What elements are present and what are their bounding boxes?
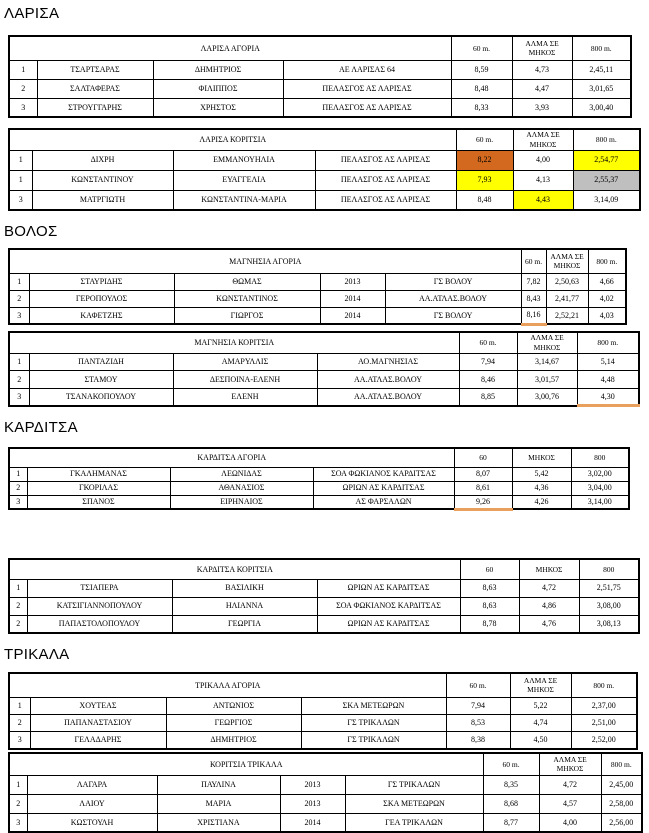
table-row bbox=[9, 60, 631, 79]
result-cell: 8,63 bbox=[460, 597, 519, 615]
table-row bbox=[9, 353, 639, 371]
result-cell: 2,55,37 bbox=[573, 170, 640, 190]
rank-cell: 3 bbox=[9, 307, 29, 324]
table-title: ΜΑΓΝΗΣΙΑ ΑΓΟΡΙΑ bbox=[9, 249, 521, 273]
column-header-event-2: ΑΛΜΑ ΣΕ ΜΗΚΟΣ bbox=[513, 129, 573, 150]
birth-year-cell: 2013 bbox=[320, 273, 385, 290]
result-cell: 8,46 bbox=[459, 371, 517, 389]
result-cell: 8,85 bbox=[459, 388, 517, 406]
table-row bbox=[9, 794, 642, 813]
result-cell: 4,50 bbox=[510, 732, 571, 749]
result-cell: 4,86 bbox=[519, 597, 579, 615]
table-title: ΛΑΡΙΣΑ ΑΓΟΡΙΑ bbox=[9, 36, 451, 60]
column-header-event-3: 800 m. bbox=[573, 129, 640, 150]
result-cell: 4,30 bbox=[577, 388, 639, 406]
table-title: ΛΑΡΙΣΑ ΚΟΡΙΤΣΙΑ bbox=[9, 129, 456, 150]
result-cell: 7,94 bbox=[459, 353, 517, 371]
club-cell: ΑΑ.ΑΤΛΑΣ.ΒΟΛΟΥ bbox=[385, 290, 521, 307]
firstname-cell: ΦΙΛΙΠΠΟΣ bbox=[153, 79, 283, 98]
result-cell: 4,36 bbox=[512, 481, 571, 495]
table-row bbox=[9, 615, 639, 633]
table-row bbox=[9, 150, 640, 170]
result-cell: 5,42 bbox=[512, 467, 571, 481]
firstname-cell: ΗΛΙΑΝΝΑ bbox=[172, 597, 317, 615]
firstname-cell: ΕΛΕΝΗ bbox=[173, 388, 317, 406]
table-row bbox=[9, 579, 639, 597]
column-header-event-1: 60 m. bbox=[459, 332, 517, 353]
result-cell: 8,38 bbox=[446, 732, 510, 749]
club-cell: ΑΑ.ΑΤΛΑΣ.ΒΟΛΟΥ bbox=[317, 371, 459, 389]
rank-cell: 1 bbox=[9, 170, 32, 190]
firstname-cell: ΓΙΩΡΓΟΣ bbox=[174, 307, 320, 324]
surname-cell: ΚΩΣΤΟΥΛΗ bbox=[27, 813, 157, 832]
result-cell: 8,61 bbox=[454, 481, 512, 495]
column-header-event-1: 60 m. bbox=[446, 673, 510, 697]
table-row bbox=[9, 307, 626, 324]
result-cell: 2,54,77 bbox=[573, 150, 640, 170]
column-header-event-1: 60 m. bbox=[456, 129, 513, 150]
surname-cell: ΓΕΡΟΠΟΥΛΟΣ bbox=[29, 290, 174, 307]
results-table-larisa-girls bbox=[8, 128, 641, 211]
result-cell: 4,13 bbox=[513, 170, 573, 190]
rank-cell: 3 bbox=[9, 495, 27, 509]
surname-cell: ΤΣΑΡΤΣΑΡΑΣ bbox=[37, 60, 153, 79]
table-row bbox=[9, 190, 640, 210]
surname-cell: ΓΚΑΛΗΜΑΝΑΣ bbox=[27, 467, 170, 481]
table-row bbox=[9, 290, 626, 307]
result-cell: 4,02 bbox=[588, 290, 626, 307]
results-table-magnisia-girls bbox=[8, 331, 640, 407]
surname-cell: ΜΑΤΡΓΙΩΤΗ bbox=[32, 190, 173, 210]
firstname-cell: ΑΜΑΡΥΛΛΙΣ bbox=[173, 353, 317, 371]
club-cell: ΓΣ ΒΟΛΟΥ bbox=[385, 273, 521, 290]
table-row bbox=[9, 481, 629, 495]
rank-cell: 1 bbox=[9, 353, 29, 371]
rank-cell: 1 bbox=[9, 60, 37, 79]
firstname-cell: ΑΝΤΩΝΙΟΣ bbox=[166, 697, 301, 714]
result-cell: 2,50,63 bbox=[546, 273, 588, 290]
club-cell: ΠΕΛΑΣΓΟΣ ΑΣ ΛΑΡΙΣΑΣ bbox=[315, 170, 456, 190]
result-cell: 3,04,00 bbox=[571, 481, 629, 495]
result-cell: 8,68 bbox=[483, 794, 539, 813]
result-cell: 8,07 bbox=[454, 467, 512, 481]
surname-cell: ΠΑΠΑΝΑΣΤΑΣΙΟΥ bbox=[30, 714, 166, 731]
result-cell: 3,14,09 bbox=[573, 190, 640, 210]
club-cell: ΣΚΑ ΜΕΤΕΩΡΩΝ bbox=[301, 697, 446, 714]
table-row bbox=[9, 732, 637, 749]
surname-cell: ΣΠΑΝΟΣ bbox=[27, 495, 170, 509]
results-table-karditsa-girls bbox=[8, 558, 640, 634]
firstname-cell: ΕΥΑΓΓΕΛΙΑ bbox=[173, 170, 315, 190]
result-cell: 2,58,00 bbox=[601, 794, 642, 813]
rank-cell: 3 bbox=[9, 813, 27, 832]
result-cell: 8,43 bbox=[521, 290, 546, 307]
result-cell: 3,14,67 bbox=[517, 353, 577, 371]
birth-year-cell: 2014 bbox=[280, 813, 345, 832]
surname-cell: ΚΑΦΕΤΖΗΣ bbox=[29, 307, 174, 324]
club-cell: ΓΣ ΤΡΙΚΑΛΩΝ bbox=[301, 732, 446, 749]
result-cell: 7,82 bbox=[521, 273, 546, 290]
result-cell: 5,22 bbox=[510, 697, 571, 714]
club-cell: ΓΣ ΤΡΙΚΑΛΩΝ bbox=[345, 775, 483, 794]
column-header-event-2: ΑΛΜΑ ΣΕ ΜΗΚΟΣ bbox=[510, 673, 571, 697]
result-cell: 4,43 bbox=[513, 190, 573, 210]
result-cell: 2,52,00 bbox=[571, 732, 637, 749]
result-cell: 3,08,13 bbox=[579, 615, 639, 633]
club-cell: ΓΣ ΒΟΛΟΥ bbox=[385, 307, 521, 324]
result-cell: 4,03 bbox=[588, 307, 626, 324]
firstname-cell: ΔΗΜΗΤΡΙΟΣ bbox=[153, 60, 283, 79]
table-row bbox=[9, 98, 631, 117]
table-row bbox=[9, 388, 639, 406]
surname-cell: ΣΑΛΤΑΦΕΡΑΣ bbox=[37, 79, 153, 98]
result-cell: 8,77 bbox=[483, 813, 539, 832]
result-cell: 3,14,00 bbox=[571, 495, 629, 509]
column-header-event-2: ΑΛΜΑ ΣΕ ΜΗΚΟΣ bbox=[539, 753, 601, 775]
result-cell: 4,48 bbox=[577, 371, 639, 389]
rank-cell: 3 bbox=[9, 98, 37, 117]
column-header-event-3: 800 m. bbox=[571, 673, 637, 697]
result-cell: 4,26 bbox=[512, 495, 571, 509]
firstname-cell: ΓΕΩΡΓΙΑ bbox=[172, 615, 317, 633]
rank-cell: 3 bbox=[9, 190, 32, 210]
table-row bbox=[9, 170, 640, 190]
result-cell: 8,78 bbox=[460, 615, 519, 633]
firstname-cell: ΕΙΡΗΝΑΙΟΣ bbox=[170, 495, 313, 509]
rank-cell: 2 bbox=[9, 615, 27, 633]
rank-cell: 1 bbox=[9, 273, 29, 290]
firstname-cell: ΚΩΝΣΤΑΝΤΙΝΟΣ bbox=[174, 290, 320, 307]
club-cell: ΩΡΙΩΝ ΑΣ ΚΑΡΔΙΤΣΑΣ bbox=[313, 481, 454, 495]
column-header-event-2: ΑΛΜΑ ΣΕ ΜΗΚΟΣ bbox=[512, 36, 572, 60]
firstname-cell: ΔΗΜΗΤΡΙΟΣ bbox=[166, 732, 301, 749]
rank-cell: 3 bbox=[9, 388, 29, 406]
section-title-1: ΛΑΡΙΣΑ bbox=[4, 5, 60, 22]
birth-year-cell: 2014 bbox=[320, 307, 385, 324]
result-cell: 8,53 bbox=[446, 714, 510, 731]
table-row bbox=[9, 597, 639, 615]
result-cell: 2,51,00 bbox=[571, 714, 637, 731]
result-cell: 4,72 bbox=[519, 579, 579, 597]
firstname-cell: ΔΕΣΠΟΙΝΑ-ΕΛΕΝΗ bbox=[173, 371, 317, 389]
surname-cell: ΛΑΓΑΡΑ bbox=[27, 775, 157, 794]
rank-cell: 1 bbox=[9, 579, 27, 597]
result-cell: 3,01,57 bbox=[517, 371, 577, 389]
club-cell: ΑΟ.ΜΑΓΝΗΣΙΑΣ bbox=[317, 353, 459, 371]
club-cell: ΩΡΙΩΝ ΑΣ ΚΑΡΔΙΤΣΑΣ bbox=[317, 579, 460, 597]
result-cell: 3,08,00 bbox=[579, 597, 639, 615]
column-header-event-1: 60 m. bbox=[451, 36, 512, 60]
surname-cell: ΤΣΙΑΠΕΡΑ bbox=[27, 579, 172, 597]
result-cell: 2,56,00 bbox=[601, 813, 642, 832]
results-table-trikala-girls bbox=[8, 752, 643, 833]
firstname-cell: ΧΡΙΣΤΙΑΝΑ bbox=[157, 813, 280, 832]
rank-cell: 3 bbox=[9, 732, 30, 749]
result-cell: 4,73 bbox=[512, 60, 572, 79]
result-cell: 3,93 bbox=[512, 98, 572, 117]
result-cell: 2,45,00 bbox=[601, 775, 642, 794]
table-title: ΚΟΡΙΤΣΙΑ ΤΡΙΚΑΛΑ bbox=[9, 753, 483, 775]
result-cell: 4,00 bbox=[539, 813, 601, 832]
result-cell: 4,72 bbox=[539, 775, 601, 794]
result-cell: 5,14 bbox=[577, 353, 639, 371]
surname-cell: ΣΤΡΟΥΓΓΑΡΗΣ bbox=[37, 98, 153, 117]
rank-cell: 2 bbox=[9, 597, 27, 615]
column-header-event-2: ΑΛΜΑ ΣΕ ΜΗΚΟΣ bbox=[517, 332, 577, 353]
result-cell: 8,63 bbox=[460, 579, 519, 597]
result-cell: 4,00 bbox=[513, 150, 573, 170]
table-row bbox=[9, 813, 642, 832]
results-table-larisa-boys bbox=[8, 35, 632, 118]
result-cell: 9,26 bbox=[454, 495, 512, 509]
result-cell: 4,66 bbox=[588, 273, 626, 290]
club-cell: ΣΟΑ ΦΩΚΙΑΝΟΣ ΚΑΡΔΙΤΣΑΣ bbox=[313, 467, 454, 481]
column-header-event-3: 800 m. bbox=[588, 249, 626, 273]
result-cell: 4,57 bbox=[539, 794, 601, 813]
rank-cell: 1 bbox=[9, 697, 30, 714]
column-header-event-2: ΜΗΚΟΣ bbox=[519, 559, 579, 579]
table-title: ΤΡΙΚΑΛΑ ΑΓΟΡΙΑ bbox=[9, 673, 446, 697]
surname-cell: ΧΟΥΤΕΑΣ bbox=[30, 697, 166, 714]
column-header-event-3: 800 m. bbox=[572, 36, 631, 60]
result-cell: 7,93 bbox=[456, 170, 513, 190]
club-cell: ΣΚΑ ΜΕΤΕΩΡΩΝ bbox=[345, 794, 483, 813]
surname-cell: ΛΑΙΟΥ bbox=[27, 794, 157, 813]
section-title-4: ΤΡΙΚΑΛΑ bbox=[4, 646, 70, 663]
rank-cell: 2 bbox=[9, 714, 30, 731]
results-table-trikala-boys bbox=[8, 672, 638, 750]
club-cell: ΑΑ.ΑΤΛΑΣ.ΒΟΛΟΥ bbox=[317, 388, 459, 406]
table-row bbox=[9, 273, 626, 290]
birth-year-cell: 2013 bbox=[280, 775, 345, 794]
surname-cell: ΚΩΝΣΤΑΝΤΙΝΟΥ bbox=[32, 170, 173, 190]
birth-year-cell: 2014 bbox=[320, 290, 385, 307]
table-title: ΚΑΡΔΙΤΣΑ ΚΟΡΙΤΣΙΑ bbox=[9, 559, 460, 579]
section-title-3: ΚΑΡΔΙΤΣΑ bbox=[4, 419, 78, 436]
rank-cell: 2 bbox=[9, 79, 37, 98]
surname-cell: ΔΙΧΡΗ bbox=[32, 150, 173, 170]
column-header-event-2: ΑΛΜΑ ΣΕ ΜΗΚΟΣ bbox=[546, 249, 588, 273]
column-header-event-1: 60 bbox=[454, 448, 512, 467]
firstname-cell: ΘΩΜΑΣ bbox=[174, 273, 320, 290]
firstname-cell: ΧΡΗΣΤΟΣ bbox=[153, 98, 283, 117]
club-cell: ΓΣ ΤΡΙΚΑΛΩΝ bbox=[301, 714, 446, 731]
result-cell: 2,52,21 bbox=[546, 307, 588, 324]
result-cell: 8,22 bbox=[456, 150, 513, 170]
table-title: ΚΑΡΔΙΤΣΑ ΑΓΟΡΙΑ bbox=[9, 448, 454, 467]
surname-cell: ΤΣΑΝΑΚΟΠΟΥΛΟΥ bbox=[29, 388, 173, 406]
column-header-event-3: 800 bbox=[579, 559, 639, 579]
surname-cell: ΚΑΤΣΙΓΙΑΝΝΟΠΟΥΛΟΥ bbox=[27, 597, 172, 615]
club-cell: ΠΕΛΑΣΓΟΣ ΑΣ ΛΑΡΙΣΑΣ bbox=[315, 190, 456, 210]
rank-cell: 2 bbox=[9, 794, 27, 813]
club-cell: ΑΣ ΦΑΡΣΑΛΩΝ bbox=[313, 495, 454, 509]
rank-cell: 2 bbox=[9, 481, 27, 495]
table-row bbox=[9, 495, 629, 509]
result-cell: 8,35 bbox=[483, 775, 539, 794]
result-cell: 8,59 bbox=[451, 60, 512, 79]
table-row bbox=[9, 371, 639, 389]
club-cell: ΓΕΑ ΤΡΙΚΑΛΩΝ bbox=[345, 813, 483, 832]
table-row bbox=[9, 775, 642, 794]
firstname-cell: ΑΘΑΝΑΣΙΟΣ bbox=[170, 481, 313, 495]
table-title: ΜΑΓΝΗΣΙΑ ΚΟΡΙΤΣΙΑ bbox=[9, 332, 459, 353]
surname-cell: ΣΤΑΥΡΙΔΗΣ bbox=[29, 273, 174, 290]
firstname-cell: ΛΕΩΝΙΔΑΣ bbox=[170, 467, 313, 481]
club-cell: ΑΕ ΛΑΡΙΣΑΣ 64 bbox=[283, 60, 451, 79]
result-cell: 7,94 bbox=[446, 697, 510, 714]
result-cell: 3,02,00 bbox=[571, 467, 629, 481]
club-cell: ΩΡΙΩΝ ΑΣ ΚΑΡΔΙΤΣΑΣ bbox=[317, 615, 460, 633]
rank-cell: 1 bbox=[9, 150, 32, 170]
club-cell: ΠΕΛΑΣΓΟΣ ΑΣ ΛΑΡΙΣΑΣ bbox=[283, 79, 451, 98]
firstname-cell: ΜΑΡΙΑ bbox=[157, 794, 280, 813]
section-title-2: ΒΟΛΟΣ bbox=[4, 223, 58, 240]
result-cell: 4,76 bbox=[519, 615, 579, 633]
firstname-cell: ΠΑΥΛΙΝΑ bbox=[157, 775, 280, 794]
column-header-event-1: 60 m. bbox=[483, 753, 539, 775]
result-cell: 8,33 bbox=[451, 98, 512, 117]
column-header-event-2: ΜΗΚΟΣ bbox=[512, 448, 571, 467]
result-cell: 8,48 bbox=[451, 79, 512, 98]
result-cell: 8,16 bbox=[521, 307, 546, 324]
rank-cell: 2 bbox=[9, 371, 29, 389]
result-cell: 4,47 bbox=[512, 79, 572, 98]
surname-cell: ΓΚΟΡΙΛΑΣ bbox=[27, 481, 170, 495]
club-cell: ΠΕΛΑΣΓΟΣ ΑΣ ΛΑΡΙΣΑΣ bbox=[315, 150, 456, 170]
club-cell: ΣΟΑ ΦΩΚΙΑΝΟΣ ΚΑΡΔΙΤΣΑΣ bbox=[317, 597, 460, 615]
firstname-cell: ΕΜΜΑΝΟΥΗΛΙΑ bbox=[173, 150, 315, 170]
result-cell: 2,51,75 bbox=[579, 579, 639, 597]
table-row bbox=[9, 697, 637, 714]
club-cell: ΠΕΛΑΣΓΟΣ ΑΣ ΛΑΡΙΣΑΣ bbox=[283, 98, 451, 117]
rank-cell: 1 bbox=[9, 467, 27, 481]
column-header-event-1: 60 m. bbox=[521, 249, 546, 273]
result-cell: 3,00,76 bbox=[517, 388, 577, 406]
column-header-event-1: 60 bbox=[460, 559, 519, 579]
firstname-cell: ΓΕΩΡΓΙΟΣ bbox=[166, 714, 301, 731]
surname-cell: ΓΕΛΑΔΑΡΗΣ bbox=[30, 732, 166, 749]
result-cell: 2,45,11 bbox=[572, 60, 631, 79]
birth-year-cell: 2013 bbox=[280, 794, 345, 813]
surname-cell: ΠΑΝΤΑΖΙΔΗ bbox=[29, 353, 173, 371]
result-cell: 8,48 bbox=[456, 190, 513, 210]
surname-cell: ΣΤΑΜΟΥ bbox=[29, 371, 173, 389]
result-cell: 2,41,77 bbox=[546, 290, 588, 307]
table-row bbox=[9, 79, 631, 98]
rank-cell: 2 bbox=[9, 290, 29, 307]
rank-cell: 1 bbox=[9, 775, 27, 794]
firstname-cell: ΚΩΝΣΤΑΝΤΙΝΑ-ΜΑΡΙΑ bbox=[173, 190, 315, 210]
surname-cell: ΠΑΠΑΣΤΟΛΟΠΟΥΛΟΥ bbox=[27, 615, 172, 633]
firstname-cell: ΒΑΣΙΛΙΚΗ bbox=[172, 579, 317, 597]
results-table-karditsa-boys bbox=[8, 447, 630, 511]
result-cell: 2,37,00 bbox=[571, 697, 637, 714]
result-cell: 3,00,40 bbox=[572, 98, 631, 117]
column-header-event-3: 800 bbox=[571, 448, 629, 467]
table-row bbox=[9, 714, 637, 731]
column-header-event-3: 800 m. bbox=[577, 332, 639, 353]
results-table-magnisia-boys bbox=[8, 248, 627, 326]
column-header-event-3: 800 m. bbox=[601, 753, 642, 775]
result-cell: 3,01,65 bbox=[572, 79, 631, 98]
table-row bbox=[9, 467, 629, 481]
result-cell: 4,74 bbox=[510, 714, 571, 731]
